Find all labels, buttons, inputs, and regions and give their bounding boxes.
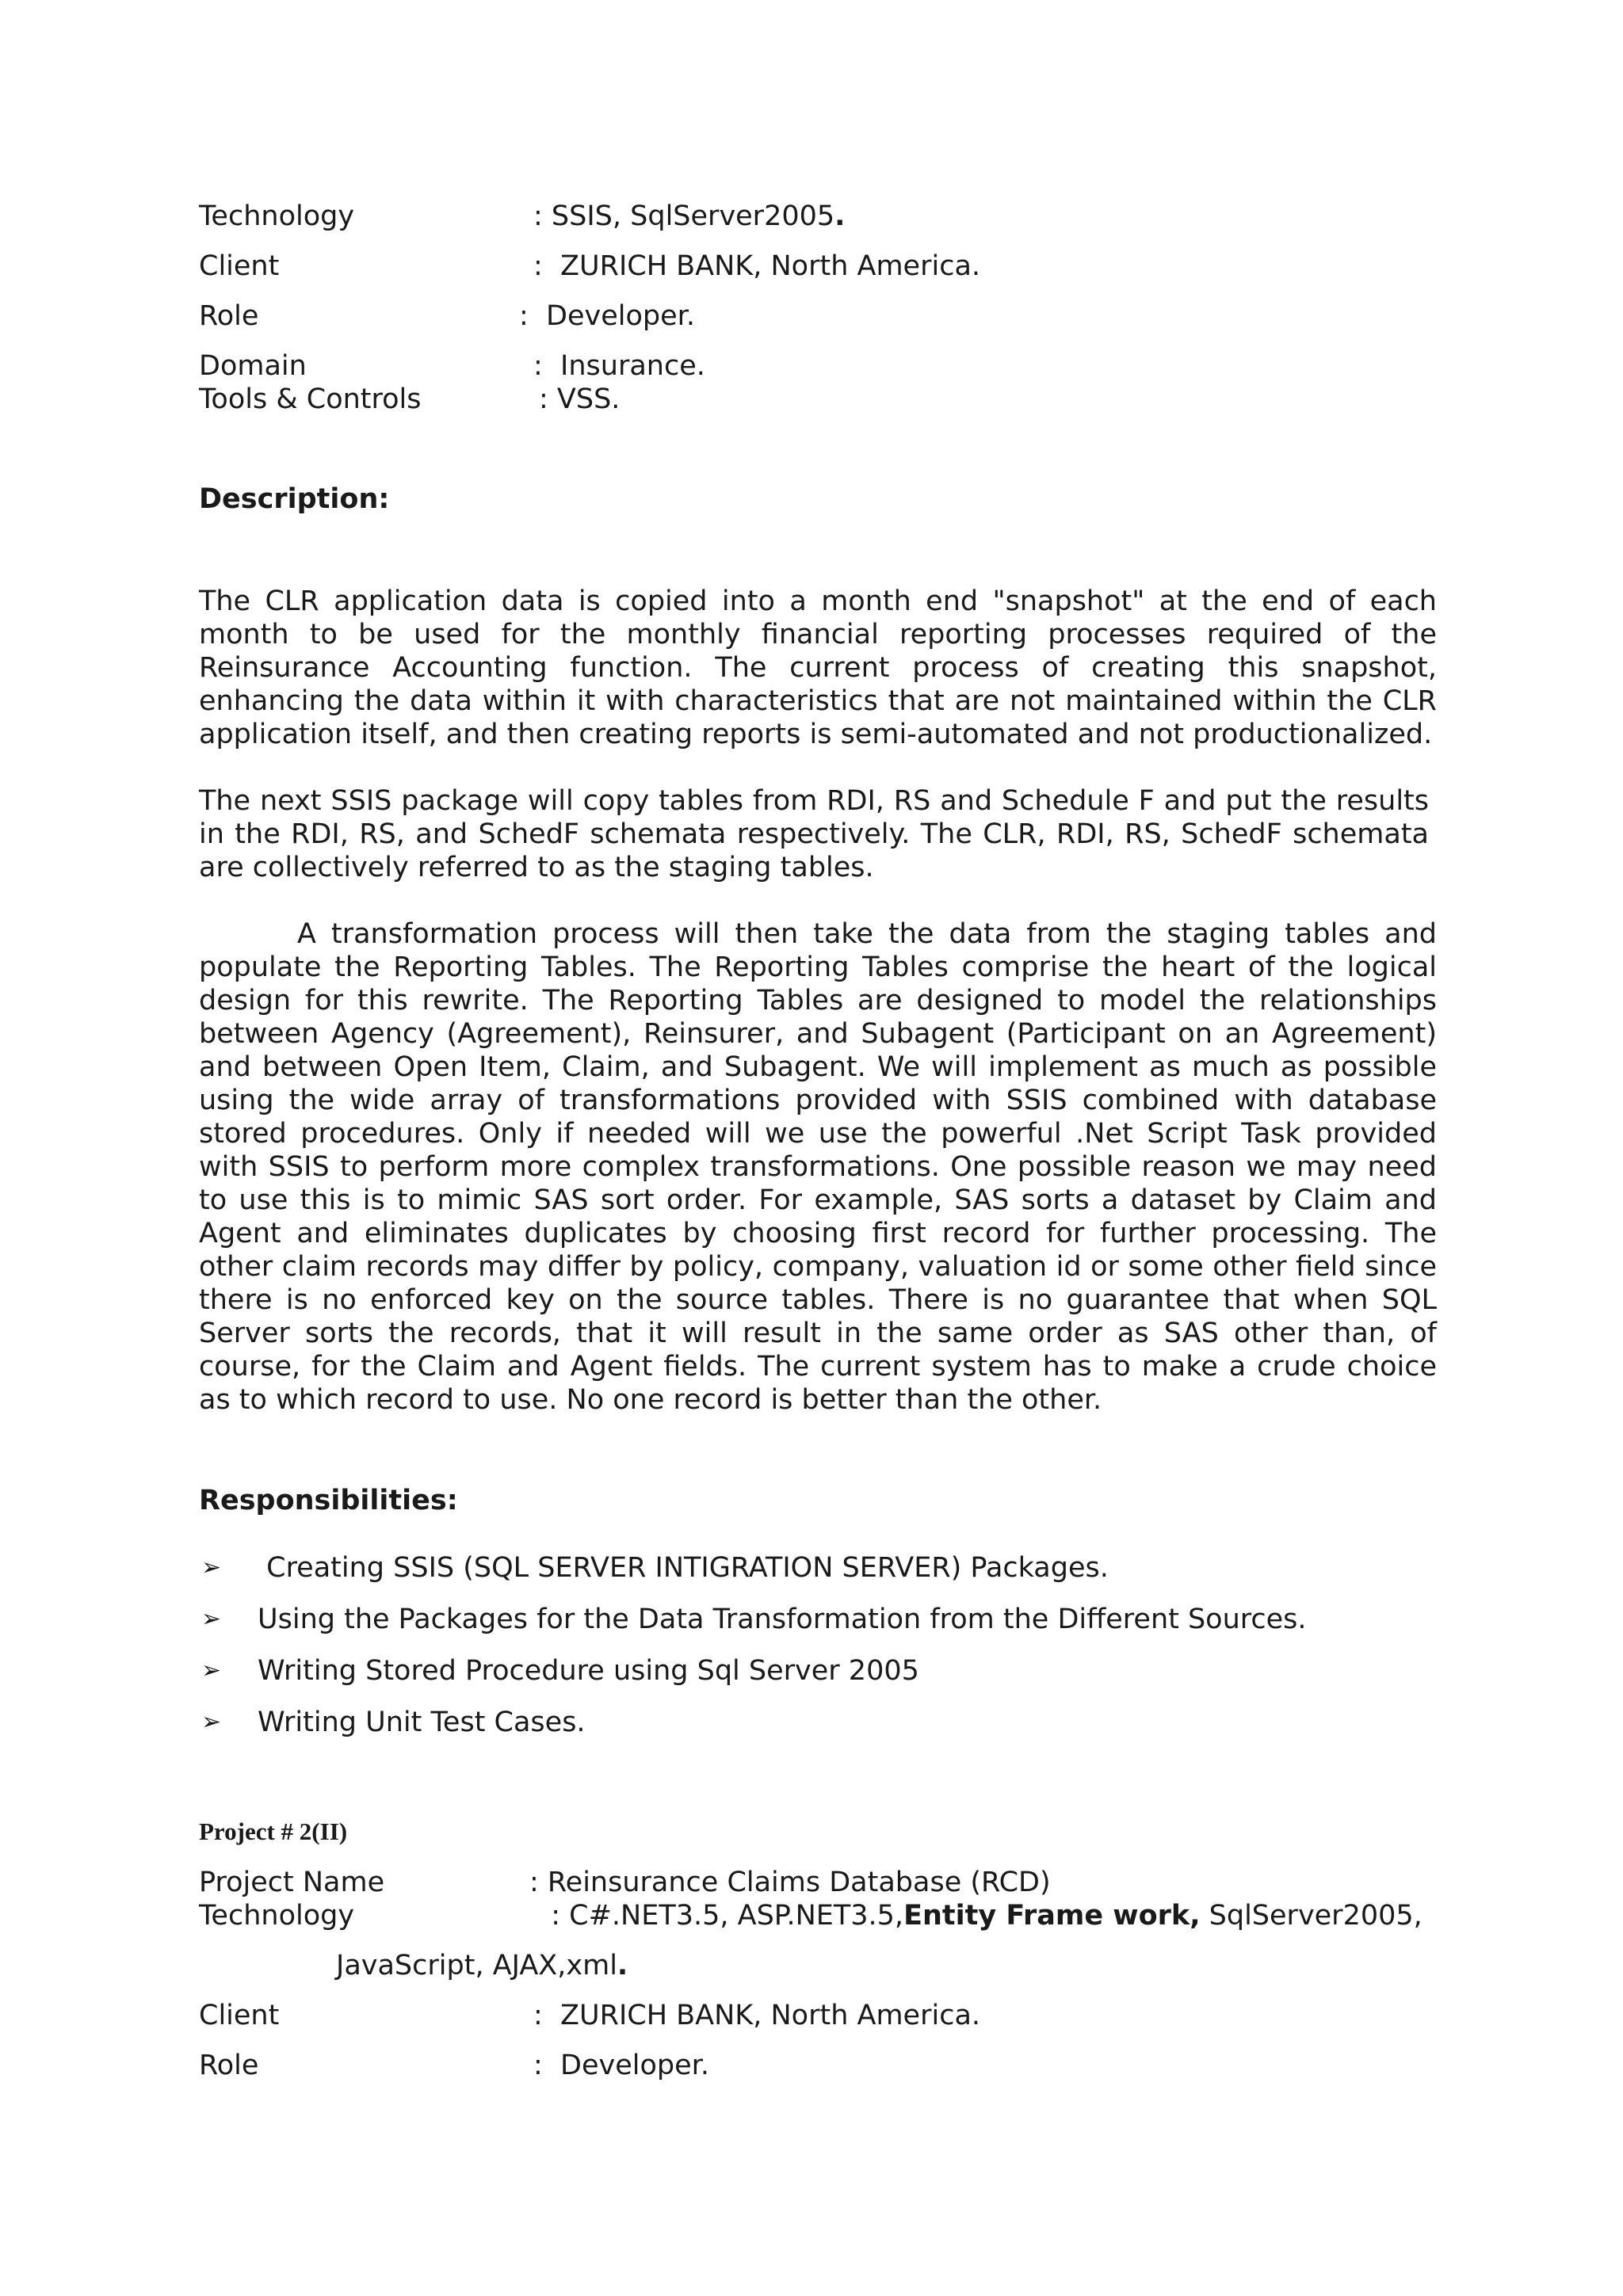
project-2-heading: Project # 2(II): [199, 1817, 348, 1845]
field-value-project-name: : Reinsurance Claims Database (RCD): [529, 1867, 1051, 1898]
paragraph-line: The next SSIS package will copy tables from RDI, RS and Schedule F and put the results: [199, 785, 1429, 817]
paragraph-line: are collectively referred to as the staging tables.: [199, 852, 874, 883]
description-paragraph-2: [199, 784, 1429, 884]
responsibility-item: Writing Unit Test Cases.: [258, 1707, 586, 1738]
field-label-role: Role: [199, 300, 259, 332]
paragraph-line: other claim records may differ by policy, company, valuation id or some other field since: [199, 1251, 1437, 1283]
paragraph-line: design for this rewrite. The Reporting Tables are designed to model the relationships: [199, 985, 1437, 1016]
field-value-client-2: : ZURICH BANK, North America.: [533, 2000, 981, 2031]
bullet-arrow-icon: ➢: [201, 1554, 222, 1581]
description-paragraph-1: [199, 585, 1437, 751]
field-value-technology-text: : SSIS, SqlServer2005: [533, 200, 835, 232]
field-label-technology: Technology: [199, 200, 355, 232]
responsibility-item: Using the Packages for the Data Transformation from the Different Sources.: [258, 1604, 1307, 1635]
field-label-client: Client: [199, 250, 280, 282]
tech-value-part-b: SqlServer2005,: [1200, 1900, 1423, 1932]
field-value-role: : Developer.: [519, 300, 695, 332]
field-value-technology: [533, 200, 845, 233]
bullet-arrow-icon: ➢: [201, 1605, 222, 1633]
responsibility-item: Writing Stored Procedure using Sql Server 2005: [258, 1655, 919, 1687]
field-value-client: : ZURICH BANK, North America.: [533, 250, 981, 282]
field-value-technology-2: [533, 1899, 1423, 1932]
field-value-technology-2-cont: [336, 1949, 628, 1982]
field-label-technology-2: Technology: [199, 1900, 355, 1932]
field-label-domain: Domain: [199, 350, 307, 382]
tech-value-part-a: : C#.NET3.5, ASP.NET3.5,: [533, 1900, 904, 1932]
field-label-project-name: Project Name: [199, 1867, 385, 1898]
paragraph-line: with SSIS to perform more complex transformations. One possible reason we may need: [199, 1151, 1437, 1183]
description-heading: Description:: [199, 483, 390, 515]
paragraph-line: month to be used for the monthly financial reporting processes required of the: [199, 619, 1437, 650]
paragraph-line: enhancing the data within it with characteristics that are not maintained within the CLR: [199, 685, 1437, 717]
paragraph-line: course, for the Claim and Agent fields. The current system has to make a crude choice: [199, 1351, 1437, 1383]
field-label-tools: Tools & Controls: [199, 383, 422, 415]
field-value-domain: : Insurance.: [533, 350, 705, 382]
paragraph-line: Server sorts the records, that it will result in the same order as SAS other than, of: [199, 1318, 1437, 1349]
paragraph-line: Agent and eliminates duplicates by choosing first record for further processing. The: [199, 1218, 1437, 1249]
paragraph-line: as to which record to use. No one record is better than the other.: [199, 1384, 1102, 1416]
field-value-technology-suffix: .: [834, 200, 846, 232]
paragraph-line: and between Open Item, Claim, and Subagent. We will implement as much as possible: [199, 1051, 1437, 1083]
paragraph-line: using the wide array of transformations provided with SSIS combined with database: [199, 1085, 1437, 1116]
bullet-arrow-icon: ➢: [201, 1708, 222, 1736]
paragraph-line: The CLR application data is copied into a month end "snapshot" at the end of each: [199, 585, 1437, 617]
tech-cont-suffix: .: [617, 1950, 628, 1981]
field-label-role-2: Role: [199, 2050, 259, 2081]
paragraph-line: in the RDI, RS, and SchedF schemata respectively. The CLR, RDI, RS, SchedF schemata: [199, 818, 1429, 850]
paragraph-line: between Agency (Agreement), Reinsurer, and Subagent (Participant on an Agreement): [199, 1018, 1437, 1050]
paragraph-line: stored procedures. Only if needed will we use the powerful .Net Script Task provided: [199, 1118, 1437, 1150]
paragraph-line: there is no enforced key on the source tables. There is no guarantee that when SQL: [199, 1284, 1437, 1316]
field-value-tools: : VSS.: [539, 383, 621, 415]
description-paragraph-3: [199, 917, 1437, 1417]
tech-value-bold: Entity Frame work,: [903, 1900, 1201, 1932]
responsibilities-heading: Responsibilities:: [199, 1485, 458, 1516]
paragraph-line: application itself, and then creating reports is semi-automated and not productionalized.: [199, 719, 1433, 750]
paragraph-line: to use this is to mimic SAS sort order. For example, SAS sorts a dataset by Claim and: [199, 1184, 1437, 1216]
paragraph-line: populate the Reporting Tables. The Reporting Tables comprise the heart of the logical: [199, 952, 1437, 983]
paragraph-line: A transformation process will then take the data from the staging tables and: [297, 918, 1437, 950]
tech-cont-text: JavaScript, AJAX,xml: [336, 1950, 617, 1981]
responsibility-item: Creating SSIS (SQL SERVER INTIGRATION SERVER) Packages.: [258, 1552, 1109, 1584]
paragraph-line: Reinsurance Accounting function. The current process of creating this snapshot,: [199, 652, 1437, 684]
bullet-arrow-icon: ➢: [201, 1657, 222, 1684]
field-value-role-2: : Developer.: [533, 2050, 709, 2081]
field-label-client-2: Client: [199, 2000, 280, 2031]
